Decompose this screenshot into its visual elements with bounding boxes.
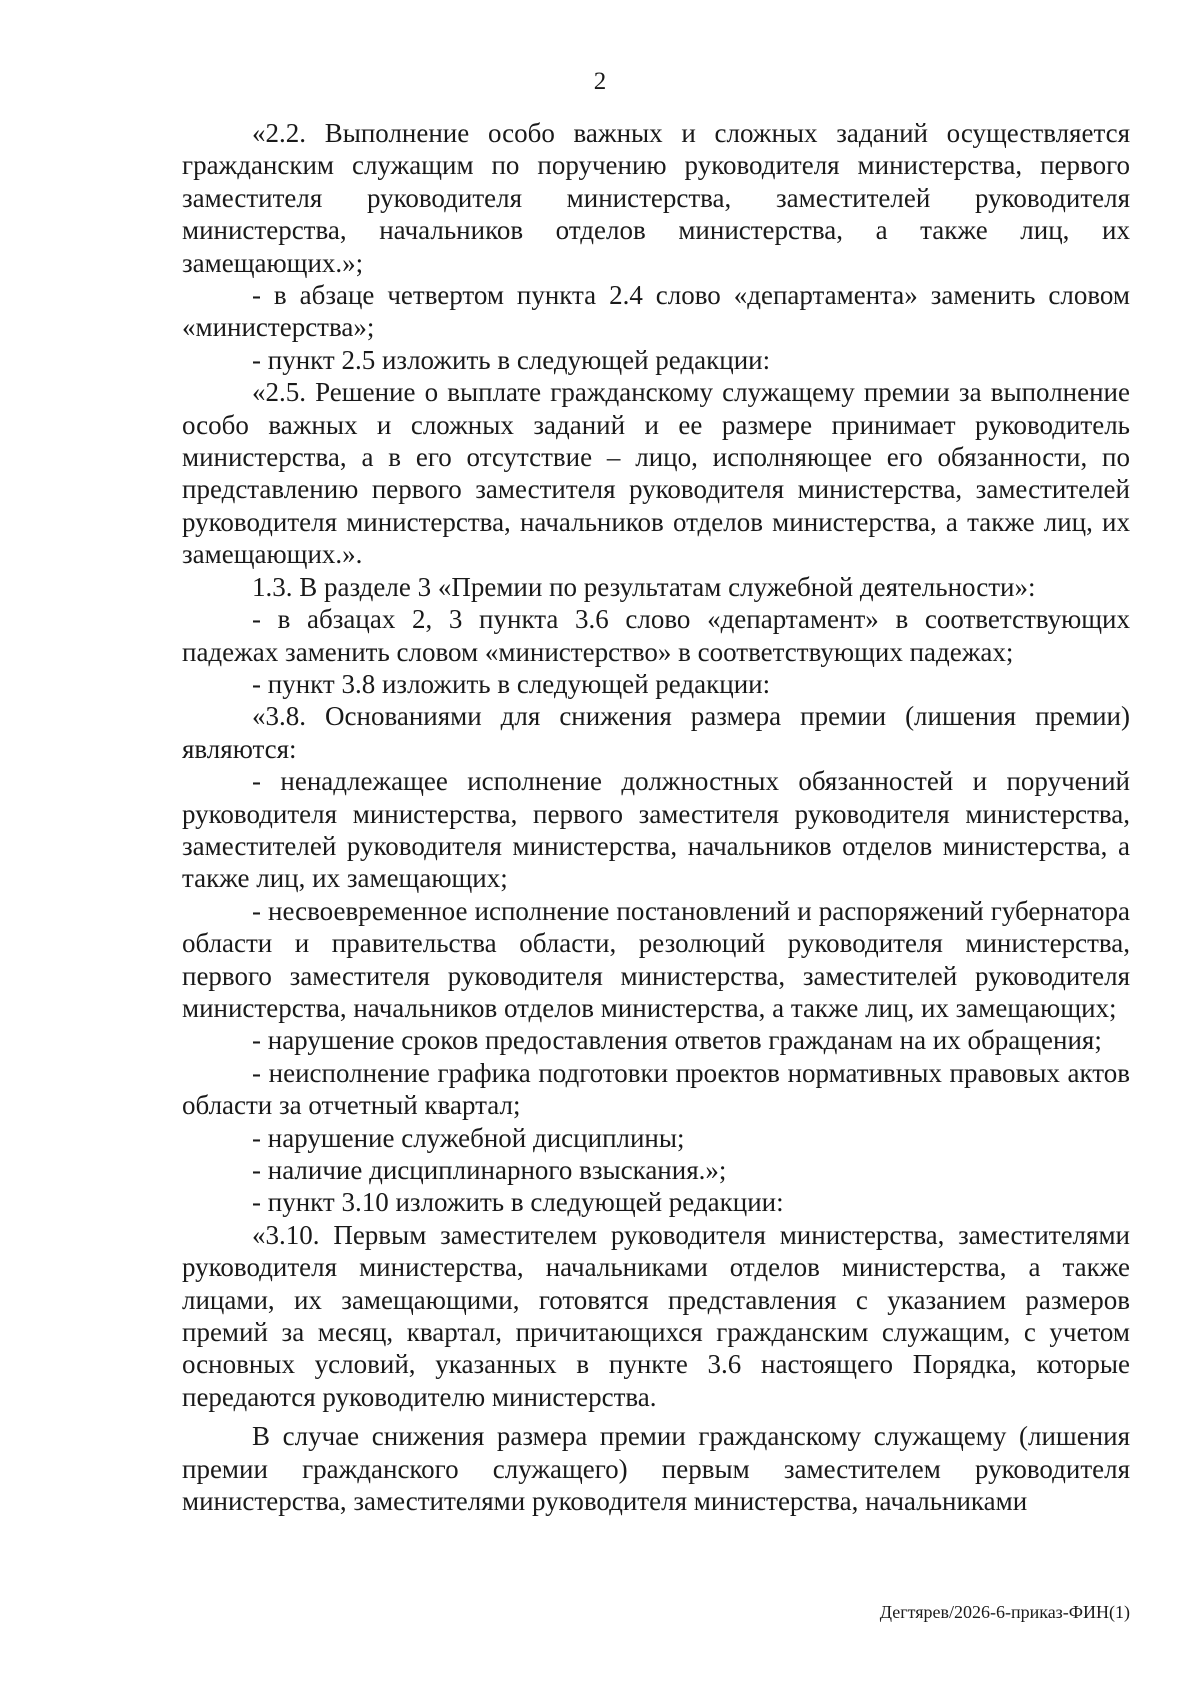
document-body bbox=[182, 117, 1130, 1517]
paragraph-1-3: 1.3. В разделе 3 «Премии по результатам служебной деятельности»: bbox=[252, 571, 1036, 602]
paragraph-2-2: «2.2. Выполнение особо важных и сложных заданий осуществляется гражданским служащим по поручению руководителя министерства, первого заместителя руководителя министерства, заместителей руководителя министерства, начальников отделов министерства, а также лиц, их замещающих.»; bbox=[182, 118, 1130, 278]
paragraph-2-5: «2.5. Решение о выплате гражданскому служащему премии за выполнение особо важных и сложных заданий и ее размере принимает руководитель министерства, а в его отсутствие – лицо, исполняющее его обязанности, по представлению первого заместителя руководителя министерства, заместителей руководителя министерства, начальников отделов министерства, а также лиц, их замещающих.». bbox=[182, 377, 1130, 570]
list-item: - неисполнение графика подготовки проектов нормативных правовых актов области за отчетный квартал; bbox=[182, 1057, 1130, 1121]
list-item: - нарушение сроков предоставления ответов гражданам на их обращения; bbox=[252, 1025, 1102, 1056]
paragraph-2-4-amendment: - в абзаце четвертом пункта 2.4 слово «департамента» заменить словом «министерства»; bbox=[182, 280, 1130, 343]
list-item: - наличие дисциплинарного взыскания.»; bbox=[252, 1155, 727, 1185]
paragraph-premium-reduction: В случае снижения размера премии гражданскому служащему (лишения премии гражданского служащего) первым заместителем руководителя министерства, заместителями руководителя министерства, начальниками bbox=[182, 1421, 1130, 1517]
page-number: 2 bbox=[593, 68, 607, 95]
paragraph-3-10: «3.10. Первым заместителем руководителя министерства, заместителями руководителя министерства, начальниками отделов министерства, а также лицами, их замещающими, готовятся представления с указанием размеров премий за месяц, квартал, причитающихся гражданским служащим, с учетом основных условий, указанных в пункте 3.6 настоящего Порядка, которые передаются руководителю министерства. bbox=[182, 1219, 1130, 1412]
paragraph-3-8-intro: - пункт 3.8 изложить в следующей редакции: bbox=[252, 668, 771, 699]
paragraph-2-5-intro: - пункт 2.5 изложить в следующей редакции: bbox=[252, 344, 771, 375]
paragraph-3-6-amendment: - в абзацах 2, 3 пункта 3.6 слово «департамент» в соответствующих падежах заменить словом «министерство» в соответствующих падежах; bbox=[182, 604, 1130, 667]
document-code: Дегтярев/2026-6-приказ-ФИН(1) bbox=[879, 1602, 1130, 1622]
list-item: - ненадлежащее исполнение должностных обязанностей и поручений руководителя министерства, первого заместителя руководителя министерства, заместителей руководителя министерства, начальников отделов министерства, а также лиц, их замещающих; bbox=[182, 766, 1130, 894]
paragraph-3-8: «3.8. Основаниями для снижения размера премии (лишения премии) являются: bbox=[182, 701, 1130, 764]
list-item: - нарушение служебной дисциплины; bbox=[252, 1122, 685, 1153]
paragraph-3-10-intro: - пункт 3.10 изложить в следующей редакции: bbox=[252, 1187, 784, 1218]
list-item: - несвоевременное исполнение постановлений и распоряжений губернатора области и правительства области, резолюций руководителя министерства, первого заместителя руководителя министерства, заместителей руководителя министерства, начальников отделов министерства, а также лиц, их замещающих; bbox=[182, 895, 1130, 1023]
